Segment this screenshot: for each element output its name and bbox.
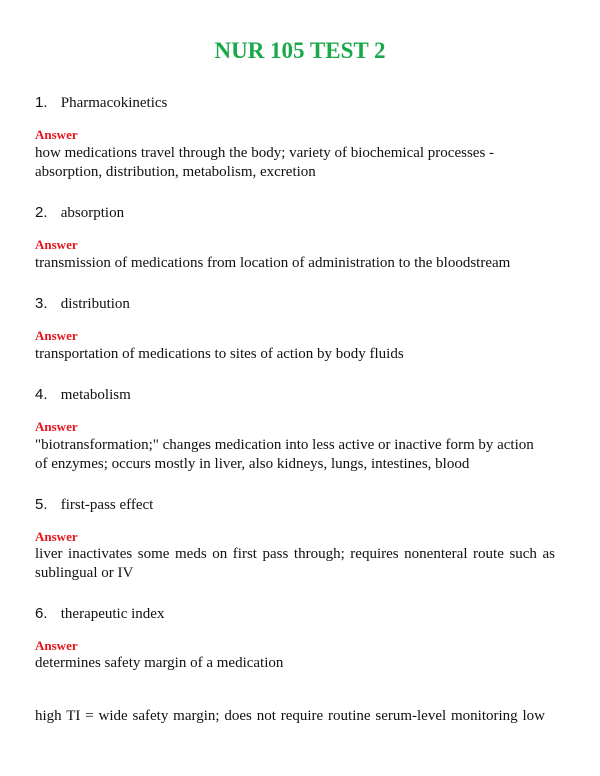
answer-text	[35, 436, 555, 474]
answer-line: absorption, distribution, metabolism, excretion	[35, 164, 316, 180]
question-item	[35, 605, 565, 623]
question-number: 3.	[35, 295, 48, 312]
question-item	[35, 386, 565, 404]
answer-line: liver inactivates some meds on first pass through; requires nonenteral route such as	[35, 546, 555, 562]
question-item	[35, 94, 565, 112]
answer-line: transportation of medications to sites of action by body fluids	[35, 346, 404, 362]
question-term: absorption	[60, 205, 125, 221]
answer-text	[35, 144, 555, 182]
question-term: metabolism	[60, 387, 131, 403]
answer-line: sublingual or IV	[35, 565, 134, 581]
answer-continuation: high TI = wide safety margin; does not require routine serum-level monitoring low	[35, 708, 545, 724]
question-number: 2.	[35, 204, 48, 221]
answer-line: determines safety margin of a medication	[35, 655, 284, 671]
answer-line: "biotransformation;" changes medication into less active or inactive form by action	[35, 437, 534, 453]
answer-text	[35, 254, 555, 273]
question-term: Pharmacokinetics	[60, 95, 168, 111]
question-term: therapeutic index	[60, 606, 165, 622]
answer-label: Answer	[35, 328, 78, 343]
question-item	[35, 295, 565, 313]
page-title: NUR 105 TEST 2	[214, 38, 386, 63]
answer-text	[35, 654, 555, 673]
question-number: 6.	[35, 605, 48, 622]
answer-line: how medications travel through the body; variety of biochemical processes -	[35, 145, 495, 161]
question-item	[35, 496, 565, 514]
answer-label: Answer	[35, 638, 78, 653]
question-number: 5.	[35, 496, 48, 513]
answer-text	[35, 345, 555, 364]
question-term: distribution	[60, 296, 130, 312]
answer-label: Answer	[35, 127, 78, 142]
question-item	[35, 204, 565, 222]
question-number: 1.	[35, 94, 48, 111]
answer-line: of enzymes; occurs mostly in liver, also kidneys, lungs, intestines, blood	[35, 456, 470, 472]
question-number: 4.	[35, 386, 48, 403]
answer-label: Answer	[35, 419, 78, 434]
answer-text	[35, 545, 555, 583]
question-term: first-pass effect	[60, 497, 154, 513]
answer-label: Answer	[35, 529, 78, 544]
answer-label: Answer	[35, 237, 78, 252]
answer-line: transmission of medications from location of administration to the bloodstream	[35, 255, 511, 271]
